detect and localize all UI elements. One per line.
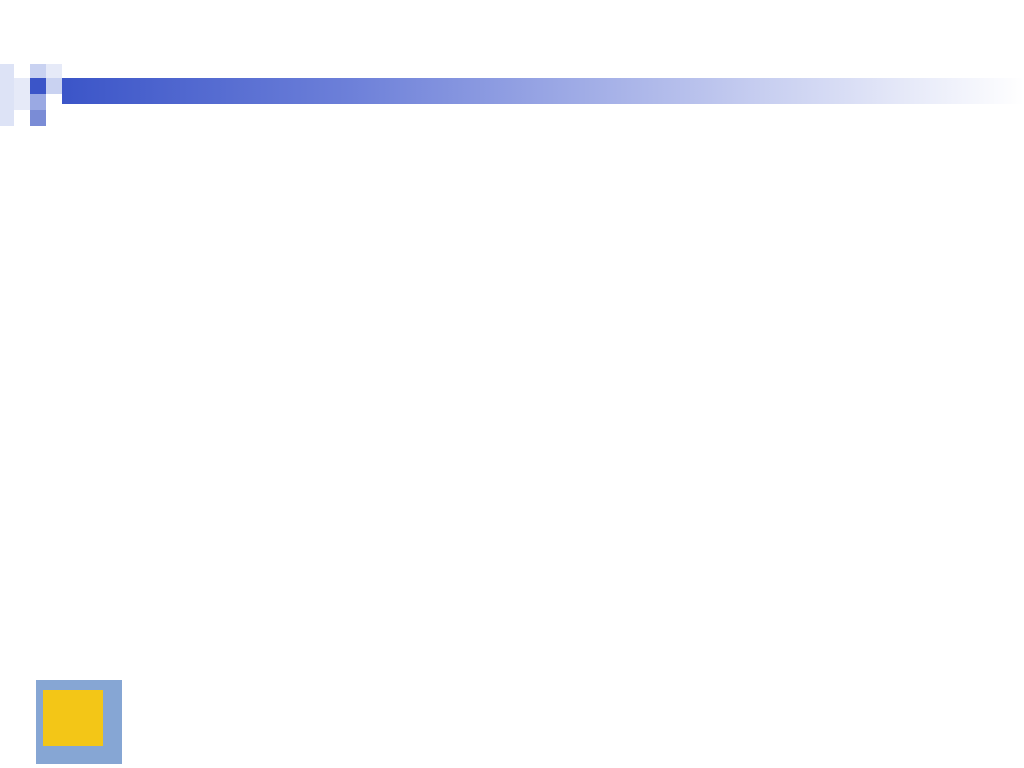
logo-yellow-square [43,690,103,746]
header-band [62,78,1024,104]
